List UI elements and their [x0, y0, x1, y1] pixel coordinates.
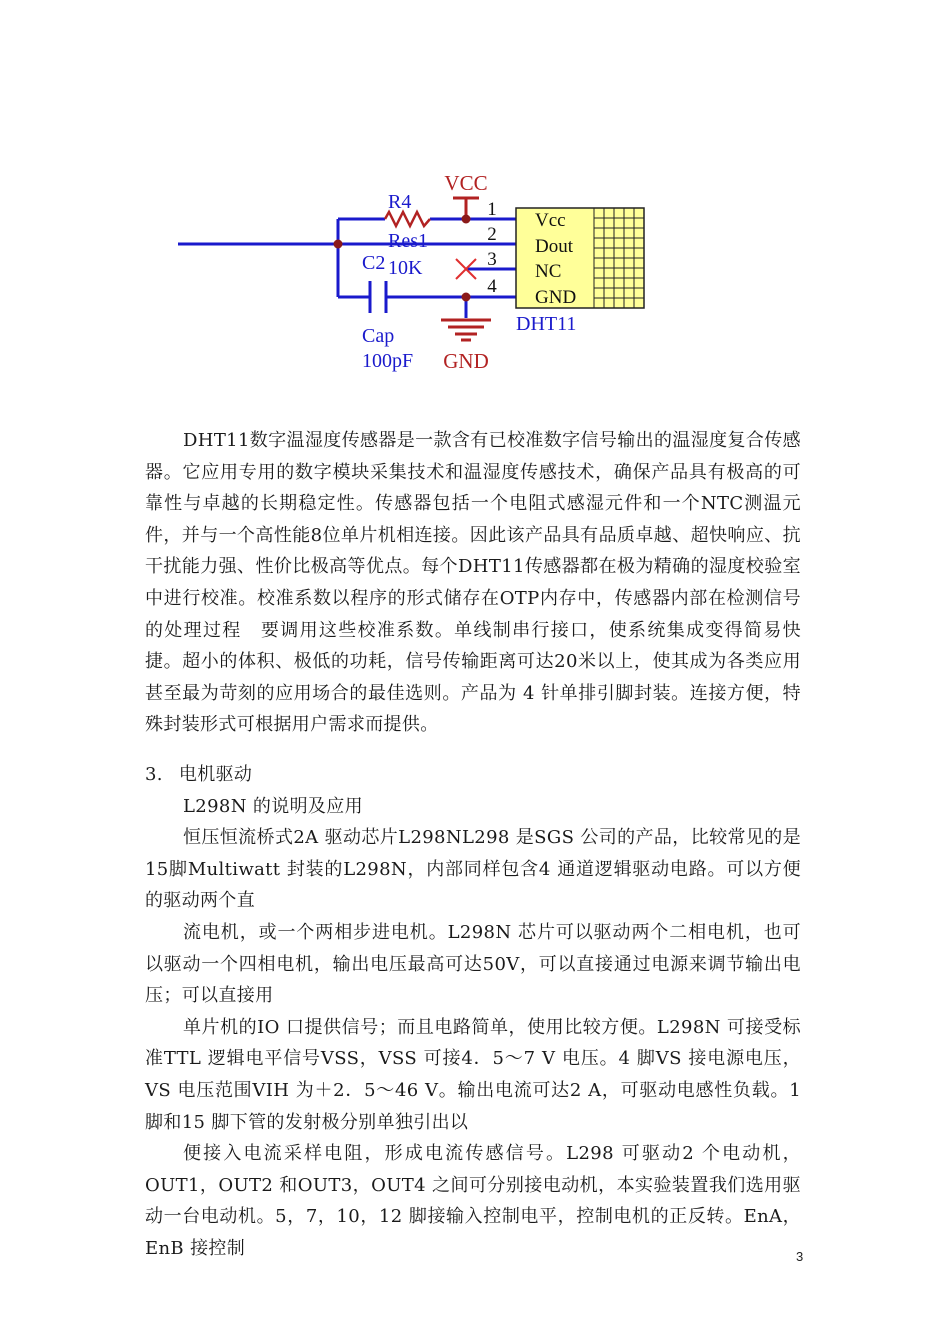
section-title: 电机驱动: [178, 764, 253, 785]
capacitor-ref: C2: [362, 252, 386, 274]
pin-name: GND: [535, 287, 577, 308]
component-label: DHT11: [516, 313, 577, 335]
pin-number: 1: [487, 199, 497, 220]
page-number: 3: [796, 1249, 804, 1264]
pin-number: 3: [487, 249, 497, 270]
pin-number: 2: [487, 224, 497, 245]
pin-name: Dout: [535, 236, 573, 257]
subheading: L298N 的说明及应用: [183, 795, 363, 817]
dht11-description: [145, 425, 801, 741]
section-motor-driver: [145, 759, 804, 1265]
paragraph: 恒压恒流桥式2A 驱动芯片L298NL298 是SGS 公司的产品，比较常见的是15脚Multiwatt 封装的L298N，内部同样包含4 通道逻辑驱动电路。可以方便的驱动两个直: [145, 827, 801, 912]
resistor-ref: R4: [388, 191, 412, 213]
section-number: 3.: [145, 764, 163, 785]
paragraph: 单片机的IO 口提供信号；而且电路简单，使用比较方便。L298N 可接受标准TTL 逻辑电平信号VSS，VSS 可接4．5～7 V 电压。4 脚VS 接电源电压，VS 电压范围VIH 为＋2．5～46 V。输出电流可达2 A，可驱动电感性负载。1 脚和15 脚下管的发射极分别单独引出以: [145, 1016, 801, 1133]
pin-name: NC: [535, 261, 562, 282]
resistor-r4: [385, 191, 430, 279]
paragraph: 流电机，或一个两相步进电机。L298N 芯片可以驱动两个二相电机，也可以驱动一个四相电机，输出电压最高可达50V，可以直接通过电源来调节输出电压；可以直接用: [145, 921, 801, 1007]
paragraph: 便接入电流采样电阻，形成电流传感信号。L298 可驱动2 个电动机，OUT1，OUT2 和OUT3，OUT4 之间可分别接电动机，本实验装置我们选用驱动一台电动机。5，7，10，12 脚接输入控制电平，控制电机的正反转。EnA，EnB 接控制: [145, 1143, 801, 1259]
pin-number: 4: [487, 276, 497, 297]
ground-symbol: [441, 320, 491, 373]
gnd-label: GND: [443, 349, 489, 373]
pin-numbers: [487, 199, 497, 297]
dht11-component: [516, 208, 644, 335]
capacitor-value: 100pF: [362, 350, 414, 372]
vcc-label: VCC: [444, 171, 488, 195]
vcc-power-symbol: [444, 171, 487, 219]
paragraph: DHT11数字温湿度传感器是一款含有已校准数字信号输出的温湿度复合传感器。它应用专用的数字模块采集技术和温湿度传感技术，确保产品具有极高的可靠性与卓越的长期稳定性。传感器包括一个电阻式感湿元件和一个NTC测温元件，并与一个高性能8位单片机相连接。因此该产品具有品质卓越、超快响应、抗干扰能力强、性价比极高等优点。每个DHT11传感器都在极为精确的湿度校验室中进行校准。校准系数以程序的形式储存在OTP内存中，传感器内部在检测信号的处理过程 要调用这些校准系数。单线制串行接口，使系统集成变得简易快捷。超小的体积、极低的功耗，信号传输距离可达20米以上，使其成为各类应用甚至最为苛刻的应用场合的最佳选则。产品为 4 针单排引脚封装。连接方便，特殊封装形式可根据用户需求而提供。: [145, 430, 801, 736]
resistor-value: 10K: [388, 257, 423, 279]
pin-name: Vcc: [535, 210, 566, 231]
section-heading: [145, 759, 801, 791]
capacitor-name: Cap: [362, 325, 395, 347]
resistor-name: Res1: [388, 230, 428, 252]
dht11-circuit-schematic: [170, 168, 660, 378]
